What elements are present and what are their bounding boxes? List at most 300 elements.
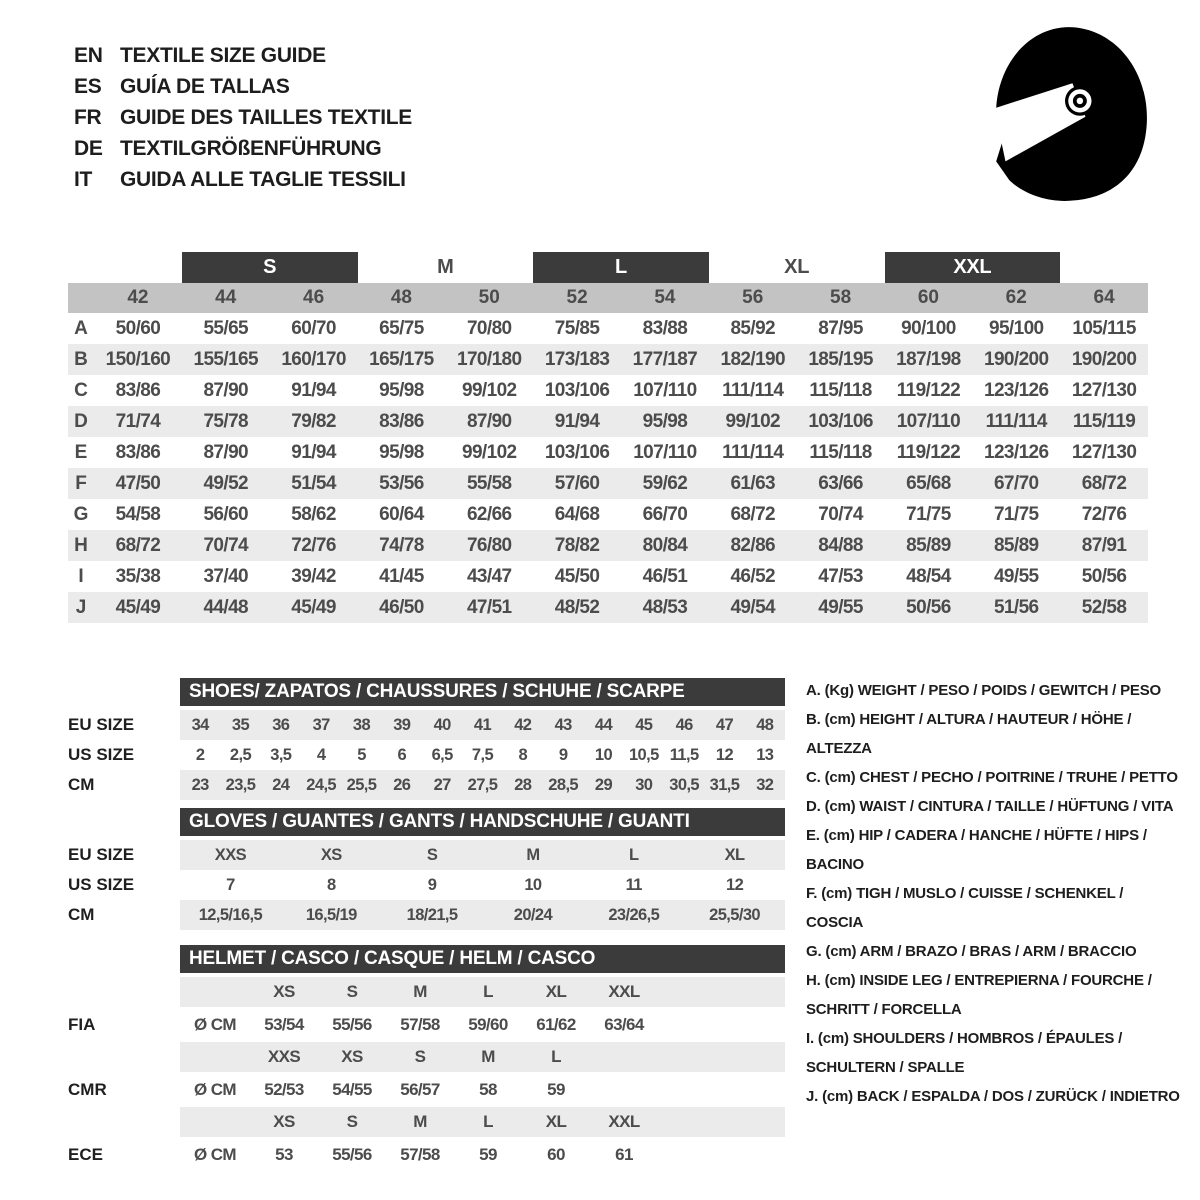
size-cell: 50/56	[1081, 565, 1127, 587]
cell: 23	[191, 775, 209, 794]
cell: 6,5	[431, 745, 453, 764]
row-letter: A	[74, 317, 88, 339]
row-cells	[180, 900, 785, 930]
cell: 47	[715, 715, 734, 734]
cell: 59	[479, 1144, 497, 1164]
size-cell: 99/102	[461, 441, 517, 463]
size-cell: 46/50	[379, 596, 424, 618]
cell: L	[483, 982, 493, 1001]
size-cell: 187/198	[896, 348, 961, 370]
cell: 12	[726, 875, 744, 894]
size-cell: 47/51	[466, 596, 512, 618]
size-cell: 99/102	[461, 379, 517, 401]
unit-cell	[180, 1107, 250, 1137]
cell	[590, 1074, 658, 1105]
cell: L	[483, 1112, 493, 1131]
language-row	[74, 164, 412, 195]
filler-cell	[658, 1107, 785, 1137]
helmet-icon	[972, 20, 1158, 206]
cell: 25,5/30	[709, 905, 760, 924]
size-cell: 47/50	[115, 472, 161, 494]
size-cell: 48/52	[554, 596, 600, 618]
cell: 55/56	[332, 1144, 372, 1164]
language-row	[74, 133, 412, 164]
sub-row	[68, 710, 785, 740]
cell: 29	[594, 775, 613, 794]
size-cell: 64/68	[554, 503, 600, 525]
cell: S	[426, 845, 438, 864]
row-label: US SIZE	[68, 745, 135, 764]
legend-item: H. (cm) INSIDE LEG / ENTREPIERNA / FOURCHE / SCHRITT / FORCELLA	[806, 972, 1152, 1018]
row-label: CM	[68, 775, 95, 794]
cell: 30,5	[669, 775, 700, 794]
row-label: CMR	[68, 1079, 107, 1099]
size-cell: 41/45	[379, 565, 424, 587]
cell: 7,5	[471, 745, 494, 764]
size-cell: 49/55	[818, 596, 863, 618]
size-row-e	[68, 437, 1148, 468]
size-row-a	[68, 313, 1148, 344]
legend-item: I. (cm) SHOULDERS / HOMBROS / ÉPAULES / SCHULTERN / SPALLE	[806, 1030, 1123, 1076]
size-cell: 71/75	[906, 503, 951, 525]
row-cells	[180, 710, 785, 740]
size-row-c	[68, 375, 1148, 406]
sub-row	[68, 900, 785, 930]
size-row-j	[68, 592, 1148, 623]
cell: S	[346, 982, 358, 1001]
size-cell: 63/66	[818, 472, 863, 494]
cell: 23,5	[225, 775, 256, 794]
size-cell: 91/94	[291, 379, 336, 401]
size-cell: 65/68	[906, 472, 951, 494]
size-cell: 95/98	[379, 441, 424, 463]
size-cell: 71/74	[115, 410, 161, 432]
size-cell: 45/50	[554, 565, 600, 587]
gloves-rows	[68, 840, 785, 930]
size-cell: 103/106	[544, 379, 610, 401]
size-cell: 76/80	[466, 534, 512, 556]
size-cell: 127/130	[1071, 441, 1137, 463]
band-size: 56	[742, 287, 764, 308]
helmet-sizes-row	[68, 1042, 785, 1072]
cell: 46	[675, 715, 693, 734]
cell: 10	[594, 745, 613, 764]
cell: M	[526, 845, 540, 864]
cell: 18/21,5	[406, 905, 458, 924]
language-row	[74, 71, 412, 102]
size-cell: 67/70	[993, 472, 1039, 494]
size-cell: 56/60	[203, 503, 249, 525]
unit-cell: Ø CM	[194, 1144, 236, 1164]
cell: 24	[272, 775, 290, 794]
helmet-data-row	[68, 1139, 785, 1170]
row-cells	[180, 870, 785, 900]
size-cell: 91/94	[554, 410, 600, 432]
sub-row	[68, 840, 785, 870]
size-cell: 84/88	[818, 534, 863, 556]
cell: XS	[273, 982, 295, 1001]
cell: 61	[615, 1144, 633, 1164]
size-cell: 190/200	[984, 348, 1049, 370]
size-cell: 80/84	[642, 534, 688, 556]
size-cell: 43/47	[466, 565, 512, 587]
unit-cell: Ø CM	[194, 1079, 236, 1099]
size-row-d	[68, 406, 1148, 437]
filler-cell	[658, 1074, 785, 1105]
row-label: CM	[68, 905, 95, 924]
size-cell: 83/86	[379, 410, 424, 432]
size-cell: 61/63	[730, 472, 776, 494]
size-cell: 50/60	[115, 317, 161, 339]
cell: 48	[756, 715, 774, 734]
cell: 53	[275, 1144, 293, 1164]
language-title: GUIDE DES TAILLES TEXTILE	[120, 106, 412, 129]
language-title: TEXTILE SIZE GUIDE	[120, 44, 326, 67]
size-cell: 190/200	[1071, 348, 1137, 370]
cell: 55/56	[332, 1014, 372, 1034]
cell: XL	[724, 845, 745, 864]
cell: 27	[433, 775, 451, 794]
size-cell: 115/118	[809, 441, 872, 463]
size-cell: 75/78	[203, 410, 249, 432]
cell: XXL	[608, 982, 640, 1001]
size-cell: 173/183	[544, 348, 610, 370]
size-cell: 44/48	[203, 596, 249, 618]
row-label	[68, 1042, 180, 1072]
row-letter: E	[74, 441, 88, 463]
cell: 10	[524, 875, 542, 894]
language-code: IT	[74, 168, 93, 191]
cell: XS	[320, 845, 342, 864]
size-cell: 75/85	[554, 317, 600, 339]
row-cells	[180, 840, 785, 870]
sub-row	[68, 870, 785, 900]
size-cell: 45/49	[291, 596, 336, 618]
cell: 8	[326, 875, 336, 894]
size-cell: 185/195	[808, 348, 873, 370]
band-size: 50	[478, 287, 500, 308]
legend-item: E. (cm) HIP / CADERA / HANCHE / HÜFTE / HIPS / BACINO	[806, 827, 1147, 873]
cell: 20/24	[513, 905, 553, 924]
row-letter: G	[73, 503, 89, 525]
size-cell: 87/90	[203, 441, 249, 463]
row-label: EU SIZE	[68, 845, 135, 864]
cell: 63/64	[604, 1014, 644, 1034]
row-letter: I	[78, 565, 84, 587]
size-cell: 35/38	[115, 565, 161, 587]
size-cell: 91/94	[291, 441, 336, 463]
size-cell: 119/122	[896, 379, 961, 401]
legend-item: D. (cm) WAIST / CINTURA / TAILLE / HÜFTUNG / VITA	[806, 798, 1174, 815]
size-group-m: M	[437, 256, 454, 278]
row-label: US SIZE	[68, 875, 135, 894]
helmet-data-row	[68, 1074, 785, 1105]
size-cell: 37/40	[203, 565, 249, 587]
band-size: 64	[1093, 287, 1115, 308]
size-cell: 62/66	[466, 503, 512, 525]
cell: 24,5	[306, 775, 337, 794]
cell: 5	[357, 745, 366, 764]
size-cell: 55/58	[466, 472, 512, 494]
language-list	[74, 40, 412, 195]
cell: 13	[756, 745, 774, 764]
cell: 11,5	[669, 745, 699, 764]
row-cells	[180, 1107, 785, 1137]
cell: XL	[545, 1112, 567, 1131]
size-cell: 177/187	[632, 348, 698, 370]
size-cell: 60/70	[291, 317, 336, 339]
cell: 4	[316, 745, 326, 764]
cell: XS	[273, 1112, 295, 1131]
row-letter: D	[74, 410, 88, 432]
cell: 57/58	[400, 1014, 440, 1034]
cell: S	[346, 1112, 358, 1131]
size-group-xl: XL	[784, 256, 810, 278]
cell	[590, 1042, 658, 1072]
cell: M	[481, 1047, 495, 1066]
row-letter: C	[74, 379, 88, 401]
size-row-i	[68, 561, 1148, 592]
language-title: GUIDA ALLE TAGLIE TESSILI	[120, 168, 406, 191]
cell: 2	[195, 745, 205, 764]
size-row-f	[68, 468, 1148, 499]
language-row	[74, 102, 412, 133]
shoes-table	[68, 678, 785, 800]
cell: 60	[547, 1144, 565, 1164]
size-header-row	[68, 252, 1148, 283]
size-cell: 48/53	[642, 596, 688, 618]
cell: XXL	[608, 1112, 640, 1131]
size-cell: 105/115	[1072, 317, 1136, 339]
cell: L	[629, 845, 639, 864]
cell: 6	[397, 745, 407, 764]
filler-cell	[658, 1139, 785, 1170]
shoes-rows	[68, 710, 785, 800]
cell: 44	[594, 715, 613, 734]
size-group-l: L	[533, 252, 709, 283]
cell: 42	[514, 715, 532, 734]
legend-item: G. (cm) ARM / BRAZO / BRAS / ARM / BRACCIO	[806, 943, 1137, 960]
cell: 10,5	[628, 745, 659, 764]
size-cell: 68/72	[1081, 472, 1127, 494]
cell: 34	[191, 715, 209, 734]
size-cell: 74/78	[379, 534, 424, 556]
row-cells	[180, 1139, 785, 1170]
cell: M	[413, 1112, 427, 1131]
size-cell: 87/90	[203, 379, 249, 401]
cell: 11	[625, 875, 642, 894]
band-size: 54	[654, 287, 676, 308]
helmet-header-bar: HELMET / CASCO / CASQUE / HELM / CASCO	[180, 945, 785, 973]
cell: 58	[479, 1079, 497, 1099]
size-cell: 70/80	[466, 317, 512, 339]
cell: XS	[341, 1047, 363, 1066]
cell: 12	[715, 745, 734, 764]
size-cell: 72/76	[291, 534, 336, 556]
language-title: GUÍA DE TALLAS	[120, 75, 290, 98]
unit-cell	[180, 1042, 250, 1072]
cell: L	[551, 1047, 561, 1066]
cell: 9	[558, 745, 568, 764]
size-cell: 155/165	[193, 348, 258, 370]
language-code: FR	[74, 106, 102, 129]
cell: XXS	[214, 845, 247, 864]
cell: 2,5	[229, 745, 252, 764]
size-row-h	[68, 530, 1148, 561]
size-row-g	[68, 499, 1148, 530]
size-cell: 45/49	[115, 596, 161, 618]
legend-item: C. (cm) CHEST / PECHO / POITRINE / TRUHE / PETTO	[806, 769, 1178, 786]
cell: 3,5	[270, 745, 292, 764]
size-cell: 119/122	[896, 441, 961, 463]
size-cell: 51/54	[291, 472, 336, 494]
cell: 39	[393, 715, 411, 734]
cell: 59	[547, 1079, 565, 1099]
size-group-xxl: XXL	[885, 252, 1061, 283]
row-cells	[180, 1074, 785, 1105]
cell: 41	[473, 715, 492, 734]
legend-item: B. (cm) HEIGHT / ALTURA / HAUTEUR / HÖHE / ALTEZZA	[806, 711, 1132, 757]
size-cell: 82/86	[730, 534, 776, 556]
size-cell: 83/86	[115, 441, 161, 463]
row-label	[68, 977, 180, 1007]
band-size: 42	[127, 287, 149, 308]
filler-cell	[658, 1042, 785, 1072]
row-label: FIA	[68, 1014, 96, 1034]
size-cell: 53/56	[379, 472, 424, 494]
cell: 7	[226, 875, 235, 894]
band-size: 52	[566, 287, 588, 308]
cell: 23/26,5	[608, 905, 660, 924]
size-cell: 170/180	[457, 348, 522, 370]
size-cell: 103/106	[544, 441, 610, 463]
row-cells	[180, 977, 785, 1007]
cell: 35	[231, 715, 250, 734]
filler-cell	[658, 977, 785, 1007]
size-cell: 78/82	[554, 534, 600, 556]
size-cell: 90/100	[901, 317, 956, 339]
size-cell: 115/119	[1072, 410, 1136, 432]
size-cell: 72/76	[1081, 503, 1127, 525]
row-letter: F	[75, 472, 87, 494]
size-cell: 55/65	[203, 317, 249, 339]
size-cell: 87/90	[466, 410, 512, 432]
helmet-table	[68, 945, 785, 1172]
size-cell: 49/55	[993, 565, 1039, 587]
size-cell: 103/106	[808, 410, 873, 432]
band-size: 44	[215, 287, 237, 308]
cell: 32	[756, 775, 774, 794]
cell: 28,5	[548, 775, 579, 794]
size-cell: 107/110	[633, 379, 697, 401]
filler-cell	[658, 1009, 785, 1040]
size-cell: 111/114	[722, 441, 784, 463]
size-cell: 99/102	[725, 410, 780, 432]
size-cell: 95/100	[988, 317, 1044, 339]
unit-cell	[180, 977, 250, 1007]
size-cell: 83/88	[642, 317, 688, 339]
size-cell: 79/82	[291, 410, 336, 432]
cell: 31,5	[709, 775, 740, 794]
size-row-b	[68, 344, 1148, 375]
sub-row	[68, 770, 785, 800]
size-cell: 85/89	[993, 534, 1039, 556]
helmet-sizes-row	[68, 977, 785, 1007]
gloves-header-bar: GLOVES / GUANTES / GANTS / HANDSCHUHE / GUANTI	[180, 808, 785, 836]
language-code: DE	[74, 137, 103, 160]
row-cells	[180, 1042, 785, 1072]
cell: 54/55	[332, 1079, 372, 1099]
size-cell: 52/58	[1081, 596, 1127, 618]
helmet-rows	[68, 977, 785, 1170]
legend-item: J. (cm) BACK / ESPALDA / DOS / ZURÜCK / INDIETRO	[806, 1088, 1180, 1105]
size-cell: 66/70	[642, 503, 688, 525]
size-cell: 59/62	[642, 472, 688, 494]
size-cell: 71/75	[993, 503, 1039, 525]
cell: 45	[635, 715, 653, 734]
size-cell: 115/118	[809, 379, 872, 401]
row-label	[68, 1107, 180, 1137]
size-cell: 39/42	[291, 565, 336, 587]
size-cell: 123/126	[984, 379, 1049, 401]
row-cells	[180, 1009, 785, 1040]
size-cell: 47/53	[818, 565, 863, 587]
row-letter: J	[75, 596, 87, 618]
size-cell: 46/51	[642, 565, 688, 587]
language-title: TEXTILGRÖßENFÜHRUNG	[120, 137, 382, 160]
cell: 61/62	[536, 1014, 576, 1034]
band-size: 46	[303, 287, 325, 308]
size-cell: 70/74	[203, 534, 249, 556]
cell: 59/60	[468, 1014, 508, 1034]
size-cell: 49/54	[730, 596, 776, 618]
legend	[806, 676, 1184, 1111]
size-cell: 150/160	[105, 348, 171, 370]
size-group-s: S	[182, 252, 358, 283]
size-cell: 51/56	[993, 596, 1039, 618]
row-label: ECE	[68, 1144, 103, 1164]
size-cell: 65/75	[379, 317, 424, 339]
cell: 28	[514, 775, 532, 794]
band-spacer	[68, 283, 94, 313]
band-size: 62	[1005, 287, 1027, 308]
size-cell: 49/52	[203, 472, 249, 494]
cell: 52/53	[264, 1079, 304, 1099]
size-cell: 160/170	[281, 348, 346, 370]
gloves-table	[68, 808, 785, 930]
row-letter: H	[74, 534, 88, 556]
size-cell: 58/62	[291, 503, 336, 525]
band-size: 58	[830, 287, 852, 308]
size-cell: 46/52	[730, 565, 776, 587]
main-size-table	[68, 252, 1148, 623]
cell: 12,5/16,5	[198, 905, 263, 924]
band-size: 60	[917, 287, 939, 308]
row-label: EU SIZE	[68, 715, 135, 734]
size-cell: 87/95	[818, 317, 863, 339]
size-cell: 48/54	[906, 565, 951, 587]
cell: 26	[393, 775, 411, 794]
size-table-body	[68, 313, 1148, 623]
cell: 36	[272, 715, 290, 734]
size-cell: 57/60	[554, 472, 600, 494]
size-cell: 70/74	[818, 503, 863, 525]
band-size: 48	[390, 287, 412, 308]
sub-row	[68, 740, 785, 770]
cell: 27,5	[467, 775, 498, 794]
size-cell: 83/86	[115, 379, 161, 401]
helmet-sizes-row	[68, 1107, 785, 1137]
